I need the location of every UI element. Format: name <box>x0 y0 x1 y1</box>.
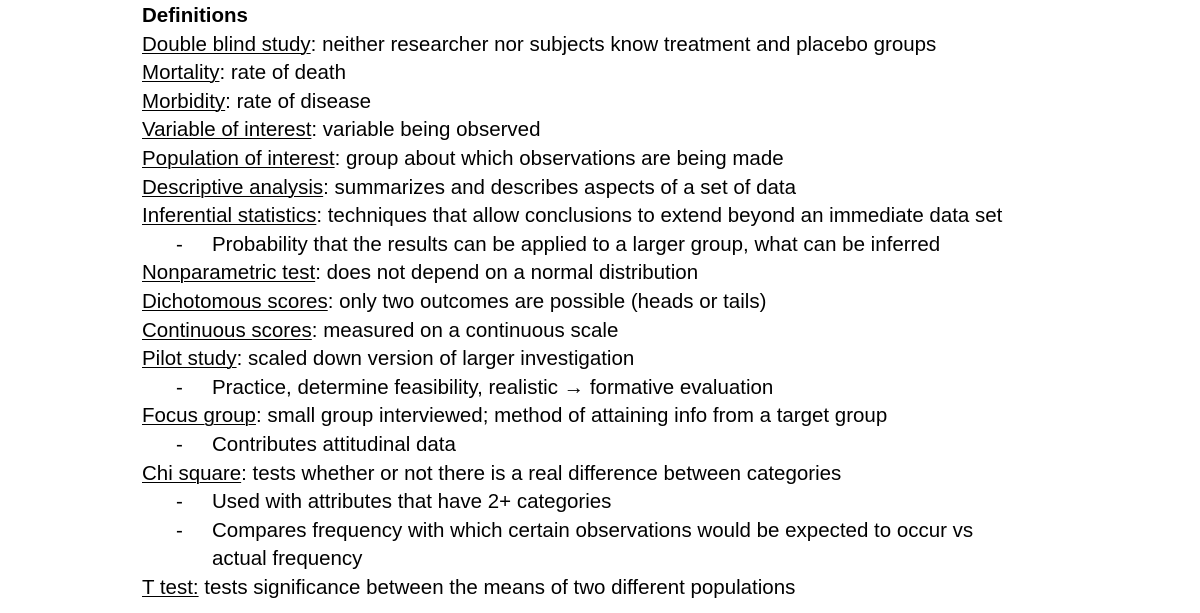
bullet-item <box>142 517 1182 574</box>
definition-text: : measured on a continuous scale <box>311 318 619 342</box>
definition-term: Descriptive analysis <box>142 175 324 199</box>
definition-entry <box>142 116 1182 145</box>
definitions-list <box>142 31 1182 603</box>
definition-entry <box>142 574 1182 603</box>
definition-text: : only two outcomes are possible (heads or tails) <box>327 289 767 313</box>
definition-term: Double blind study <box>142 32 311 56</box>
definition-term: Nonparametric test <box>142 261 316 285</box>
bullet-item <box>142 374 1182 403</box>
definition-term: Morbidity <box>142 89 226 113</box>
definition-term: T test: <box>142 575 199 599</box>
definition-term: Mortality <box>142 61 220 85</box>
definition-text: : group about which observations are being made <box>334 146 784 170</box>
definition-text: tests significance between the means of two different populations <box>198 575 796 599</box>
definition-entry <box>142 202 1182 231</box>
definition-term: Variable of interest <box>142 118 312 142</box>
bullet-text: Probability that the results can be applied to a larger group, what can be inferred <box>212 232 941 256</box>
definition-text: : scaled down version of larger investigation <box>236 347 635 371</box>
definition-term: Inferential statistics <box>142 204 317 228</box>
definition-entry <box>142 402 1182 431</box>
definitions-document <box>142 2 1182 602</box>
definition-text: : summarizes and describes aspects of a set of data <box>323 175 797 199</box>
definition-term: Population of interest <box>142 146 335 170</box>
bullet-text: Contributes attitudinal data <box>212 432 456 456</box>
definition-entry <box>142 88 1182 117</box>
definition-text: : rate of disease <box>225 89 372 113</box>
definition-text: : neither researcher nor subjects know treatment and placebo groups <box>310 32 937 56</box>
definition-entry <box>142 460 1182 489</box>
definition-text: : small group interviewed; method of attaining info from a target group <box>255 404 888 428</box>
definition-text: : tests whether or not there is a real difference between categories <box>241 461 842 485</box>
definition-text: : rate of death <box>219 61 346 85</box>
definition-entry <box>142 31 1182 60</box>
bullet-marker: - <box>176 432 183 456</box>
definition-entry <box>142 317 1182 346</box>
definition-term: Pilot study <box>142 347 237 371</box>
definition-entry <box>142 288 1182 317</box>
definition-text: : techniques that allow conclusions to extend beyond an immediate data set <box>316 204 1003 228</box>
bullet-text: Practice, determine feasibility, realistic → formative evaluation <box>212 375 774 399</box>
definition-term: Chi square <box>142 461 242 485</box>
bullet-marker: - <box>176 518 183 542</box>
definition-term: Dichotomous scores <box>142 289 328 313</box>
bullet-item <box>142 431 1182 460</box>
bullet-text: Used with attributes that have 2+ categories <box>212 490 612 514</box>
bullet-marker: - <box>176 375 183 399</box>
bullet-marker: - <box>176 490 183 514</box>
bullet-marker: - <box>176 232 183 256</box>
definition-entry <box>142 345 1182 374</box>
bullet-text: Compares frequency with which certain observations would be expected to occur vs actual frequency <box>212 518 974 571</box>
bullet-item <box>142 231 1182 260</box>
definition-term: Continuous scores <box>142 318 312 342</box>
definition-entry <box>142 59 1182 88</box>
definition-text: : variable being observed <box>311 118 541 142</box>
definition-entry <box>142 259 1182 288</box>
definition-text: : does not depend on a normal distribution <box>315 261 699 285</box>
bullet-item <box>142 488 1182 517</box>
page-title: Definitions <box>142 4 248 27</box>
definition-entry <box>142 145 1182 174</box>
definition-term: Focus group <box>142 404 256 428</box>
definition-entry <box>142 174 1182 203</box>
